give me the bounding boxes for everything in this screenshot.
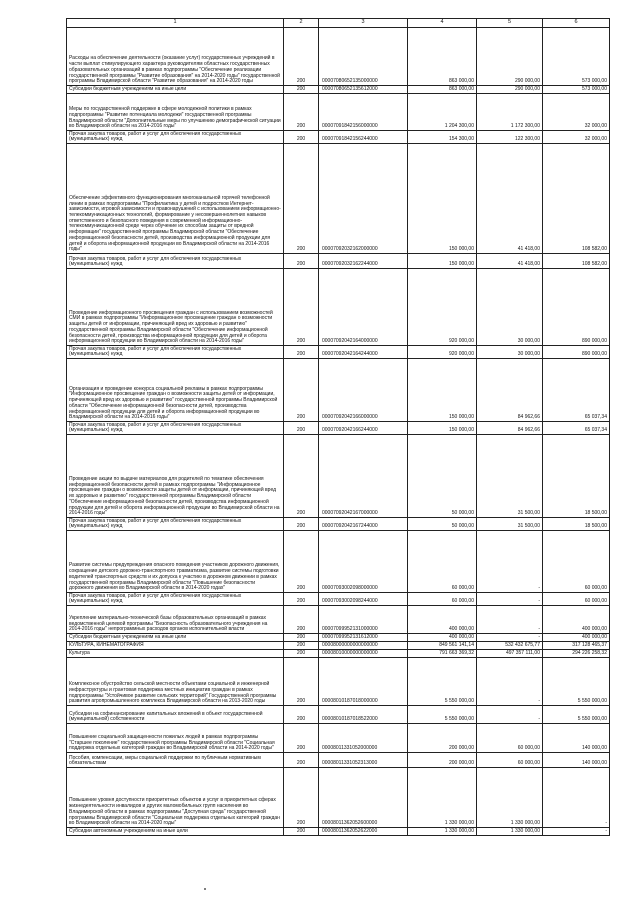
table-row (67, 94, 610, 131)
row-code: 200 (284, 658, 319, 706)
row-description: Культура (67, 650, 284, 658)
row-approved-amount: 50 000,00 (408, 518, 477, 531)
row-code: 200 (284, 254, 319, 269)
row-classification-code: 00008010187018522000 (319, 706, 408, 724)
row-description: Расходы на обеспечение деятельности (оказание услуг) государственных учреждений в части выплат стимулирующего характера руководителям областных государственных образовательных организаций в рамках подпрограммы "Обеспечение реализации государственной программы "Развитие образования" на 2014-2020 годы" государственной программы Владимирской области "Развитие образования" на 2014-2020 годы (67, 28, 284, 86)
row-unexecuted-amount: 18 500,00 (543, 435, 610, 518)
row-approved-amount: 849 561 141,14 (408, 642, 477, 650)
row-unexecuted-amount: 5 550 000,00 (543, 658, 610, 706)
row-executed-amount: 1 330 000,00 (477, 768, 543, 828)
table-row (67, 346, 610, 359)
row-description: Субсидии на софинансирование капитальных вложений в объект государственной (муниципальной) собственности (67, 706, 284, 724)
row-classification-code: 00007092032162000000 (319, 144, 408, 254)
row-classification-code: 00007091842156244000 (319, 131, 408, 144)
row-approved-amount: 60 000,00 (408, 531, 477, 593)
row-code: 200 (284, 435, 319, 518)
row-classification-code: 00007099952131000000 (319, 606, 408, 634)
row-description: Прочая закупка товаров, работ и услуг для обеспечения государственных (муниципальных) нужд (67, 422, 284, 435)
row-description: Прочая закупка товаров, работ и услуг для обеспечения государственных (муниципальных) нужд (67, 593, 284, 606)
row-approved-amount: 150 000,00 (408, 359, 477, 422)
table-row (67, 642, 610, 650)
row-description: Пособия, компенсации, меры социальной поддержки по публичным нормативным обязательствам (67, 753, 284, 768)
table-row (67, 518, 610, 531)
row-classification-code: 00008011362052622000 (319, 828, 408, 836)
row-unexecuted-amount: 108 582,00 (543, 254, 610, 269)
row-classification-code: 00007099952131612000 (319, 634, 408, 642)
row-unexecuted-amount: - (543, 828, 610, 836)
row-classification-code: 00007092042164000000 (319, 269, 408, 346)
row-description: Проведение информационного просвещения граждан с использованием возможностей СМИ в рамках подпрограммы "Информационное просвещение граждан о возможности защиты детей от информации, причиняющей вред их здоровью и развитию" государственной программы Владимирской области "Обеспечение информационной безопасности детей, производства информационной продукции для детей и оборота информационной продукции во Владимирской области на 2014-2016 годы" (67, 269, 284, 346)
row-code: 200 (284, 606, 319, 634)
row-approved-amount: 1 330 000,00 (408, 768, 477, 828)
row-unexecuted-amount: 890 000,00 (543, 269, 610, 346)
row-unexecuted-amount: 140 000,00 (543, 724, 610, 753)
row-code: 200 (284, 359, 319, 422)
row-description: Субсидии бюджетным учреждениям на иные цели (67, 86, 284, 94)
row-code: 200 (284, 269, 319, 346)
table-row (67, 706, 610, 724)
row-unexecuted-amount: 400 000,00 (543, 634, 610, 642)
row-description: Комплексное обустройство сельской местности объектами социальной и инженерной инфраструктуры и грантовая поддержка местных инициатив граждан в рамках подпрограммы "Устойчивое развитие сельских территорий" Государственной программы развития агропромышленного комплекса Владимирской области на 2013-2020 годы (67, 658, 284, 706)
row-description: Прочая закупка товаров, работ и услуг для обеспечения государственных (муниципальных) нужд (67, 131, 284, 144)
row-approved-amount: 150 000,00 (408, 144, 477, 254)
row-unexecuted-amount: 32 000,00 (543, 131, 610, 144)
row-approved-amount: 400 000,00 (408, 634, 477, 642)
row-unexecuted-amount: 140 000,00 (543, 753, 610, 768)
table-row (67, 254, 610, 269)
row-description: Повышение социальной защищенности пожилых людей в рамках подпрограммы "Старшее поколение" государственной программы Владимирской области "Социальная поддержка отдельных категорий граждан во Владимирской области на 2014-2020 годы" (67, 724, 284, 753)
row-executed-amount: 41 418,00 (477, 254, 543, 269)
row-executed-amount: 290 000,00 (477, 86, 543, 94)
row-unexecuted-amount: 18 500,00 (543, 518, 610, 531)
row-description: Прочая закупка товаров, работ и услуг для обеспечения государственных (муниципальных) нужд (67, 346, 284, 359)
row-code: 200 (284, 593, 319, 606)
table-row (67, 828, 610, 836)
row-code: 200 (284, 753, 319, 768)
row-classification-code: 00007092042164244000 (319, 346, 408, 359)
header-col-1: 1 (67, 19, 284, 28)
header-col-5: 5 (477, 19, 543, 28)
row-approved-amount: 920 000,00 (408, 346, 477, 359)
row-description: Прочая закупка товаров, работ и услуг для обеспечения государственных (муниципальных) нужд (67, 518, 284, 531)
row-executed-amount: - (477, 706, 543, 724)
row-approved-amount: 1 330 000,00 (408, 828, 477, 836)
row-classification-code: 00007092032162244000 (319, 254, 408, 269)
table-row (67, 531, 610, 593)
row-code: 200 (284, 642, 319, 650)
row-executed-amount: 31 500,00 (477, 518, 543, 531)
row-unexecuted-amount: 294 226 258,32 (543, 650, 610, 658)
table-row (67, 753, 610, 768)
row-code: 200 (284, 724, 319, 753)
table-row (67, 131, 610, 144)
row-code: 200 (284, 422, 319, 435)
row-description: Меры по государственной поддержке в сфере молодежной политики в рамках подпрограммы "Развитие потенциала молодежи" государственной программы Владимирской области "Дополнительные меры по улучшению демографической ситуации во Владимирской области на 2014-2016 годы" (67, 94, 284, 131)
header-col-4: 4 (408, 19, 477, 28)
row-classification-code: 00008010000000000000 (319, 650, 408, 658)
row-description: Обеспечение эффективного функционирования многоканальной горячей телефонной линии в рамках подпрограммы "Профилактика у детей и подростков Интернет-зависимости, игровой зависимости и правонарушений с использованием информационно-телекоммуникационных технологий, формирование у несовершеннолетних навыков ответственного и безопасного поведения в современной информационно-телекоммуникационной среде через обучение их способам защиты от вредной информации" государственной программы Владимирской области "Обеспечение информационной безопасности детей, производства информационной продукции для детей и оборота информационной продукции во Владимирской области на 2014-2016 годы" (67, 144, 284, 254)
row-classification-code: 00008011362052600000 (319, 768, 408, 828)
table-row (67, 593, 610, 606)
row-classification-code: 00007092042166244000 (319, 422, 408, 435)
row-executed-amount: 497 357 111,00 (477, 650, 543, 658)
row-approved-amount: 60 000,00 (408, 593, 477, 606)
row-classification-code: 00007092042167244000 (319, 518, 408, 531)
header-col-6: 6 (543, 19, 610, 28)
row-unexecuted-amount: 400 000,00 (543, 606, 610, 634)
table-row (67, 422, 610, 435)
row-approved-amount: 920 000,00 (408, 269, 477, 346)
budget-table (66, 18, 610, 836)
row-classification-code: 00007093002098244000 (319, 593, 408, 606)
row-code: 200 (284, 706, 319, 724)
row-approved-amount: 150 000,00 (408, 422, 477, 435)
row-approved-amount: 50 000,00 (408, 435, 477, 518)
row-executed-amount: 290 000,00 (477, 28, 543, 86)
row-unexecuted-amount: 60 000,00 (543, 593, 610, 606)
row-code: 200 (284, 828, 319, 836)
row-executed-amount: 31 500,00 (477, 435, 543, 518)
row-classification-code: 00008011331052313000 (319, 753, 408, 768)
row-executed-amount: - (477, 606, 543, 634)
row-code: 200 (284, 131, 319, 144)
row-unexecuted-amount: 65 037,34 (543, 422, 610, 435)
row-executed-amount: 1 330 000,00 (477, 828, 543, 836)
table-row (67, 86, 610, 94)
row-executed-amount: 60 000,00 (477, 724, 543, 753)
row-executed-amount: 1 172 300,00 (477, 94, 543, 131)
row-executed-amount: 30 000,00 (477, 269, 543, 346)
table-row (67, 359, 610, 422)
row-executed-amount: 30 000,00 (477, 346, 543, 359)
row-executed-amount: 84 962,66 (477, 359, 543, 422)
row-description: Организация и проведение конкурса социальной рекламы в рамках подпрограммы "Информационное просвещение граждан о возможности защиты детей от информации, причиняющей вред их здоровью и развитию" государственной программы Владимирской области "Обеспечение информационной безопасности детей, производства информационной продукции для детей и оборота информационной продукции во Владимирской области на 2014-2016 годы" (67, 359, 284, 422)
row-code: 200 (284, 768, 319, 828)
table-row (67, 28, 610, 86)
row-approved-amount: 5 550 000,00 (408, 706, 477, 724)
table-row (67, 724, 610, 753)
row-executed-amount: 60 000,00 (477, 753, 543, 768)
row-approved-amount: 1 204 300,00 (408, 94, 477, 131)
row-unexecuted-amount: 60 000,00 (543, 531, 610, 593)
row-description: Субсидии автономным учреждениям на иные цели (67, 828, 284, 836)
row-approved-amount: 791 663 369,32 (408, 650, 477, 658)
row-unexecuted-amount: 573 000,00 (543, 28, 610, 86)
row-approved-amount: 150 000,00 (408, 254, 477, 269)
row-approved-amount: 5 550 000,00 (408, 658, 477, 706)
page-dot (204, 888, 206, 890)
row-classification-code: 00007080652135000000 (319, 28, 408, 86)
row-code: 200 (284, 634, 319, 642)
row-executed-amount: 532 432 675,77 (477, 642, 543, 650)
row-code: 200 (284, 86, 319, 94)
row-unexecuted-amount: 65 037,34 (543, 359, 610, 422)
row-executed-amount: - (477, 593, 543, 606)
row-unexecuted-amount: - (543, 768, 610, 828)
row-executed-amount: 41 418,00 (477, 144, 543, 254)
row-code: 200 (284, 28, 319, 86)
row-classification-code: 00007091842156000000 (319, 94, 408, 131)
table-row (67, 606, 610, 634)
row-description: Проведение акции по выдаче материалов для родителей по тематике обеспечения информационной безопасности детей в рамках подпрограммы "Информационное просвещение граждан о возможности защиты детей от информации, причиняющей вред их здоровью и развитию" государственной программы Владимирской области "Обеспечение информационной безопасности детей, производства информационной продукции для детей и оборота информационной продукции во Владимирской области на 2014-2016 годы" (67, 435, 284, 518)
row-unexecuted-amount: 32 000,00 (543, 94, 610, 131)
row-code: 200 (284, 518, 319, 531)
row-unexecuted-amount: 317 128 465,37 (543, 642, 610, 650)
row-description: Прочая закупка товаров, работ и услуг для обеспечения государственных (муниципальных) нужд (67, 254, 284, 269)
row-executed-amount: 84 962,66 (477, 422, 543, 435)
row-code: 200 (284, 531, 319, 593)
table-row (67, 144, 610, 254)
table-row (67, 650, 610, 658)
row-code: 200 (284, 94, 319, 131)
row-description: Субсидии бюджетным учреждениям на иные цели (67, 634, 284, 642)
row-description: КУЛЬТУРА, КИНЕМАТОГРАФИЯ (67, 642, 284, 650)
row-executed-amount: - (477, 634, 543, 642)
row-approved-amount: 200 000,00 (408, 724, 477, 753)
row-executed-amount: 122 300,00 (477, 131, 543, 144)
table-row (67, 768, 610, 828)
row-code: 200 (284, 346, 319, 359)
row-classification-code: 00008010187018000000 (319, 658, 408, 706)
table-row (67, 435, 610, 518)
row-description: Повышение уровня доступности приоритетных объектов и услуг в приоритетных сферах жизнедеятельности инвалидов и других маломобильных групп населения во Владимирской области в рамках подпрограммы "Доступная среда" государственной программы Владимирской области "Социальная поддержка отдельных категорий граждан во Владимирской области на 2014-2020 годы" (67, 768, 284, 828)
row-approved-amount: 200 000,00 (408, 753, 477, 768)
table-row (67, 269, 610, 346)
row-description: Развитие системы предупреждения опасного поведения участников дорожного движения, сокращение детского дорожно-транспортного травматизма, развитие системы подготовки водителей транспортных средств и их допуска к участию в дорожном движении в рамках государственной программы Владимирской области "Повышение безопасности дорожного движения во Владимирской области в 2014-2020 годах" (67, 531, 284, 593)
row-unexecuted-amount: 5 550 000,00 (543, 706, 610, 724)
row-approved-amount: 400 000,00 (408, 606, 477, 634)
row-unexecuted-amount: 890 000,00 (543, 346, 610, 359)
row-executed-amount: - (477, 658, 543, 706)
table-row (67, 658, 610, 706)
row-classification-code: 00007092042166000000 (319, 359, 408, 422)
row-executed-amount: - (477, 531, 543, 593)
row-approved-amount: 154 300,00 (408, 131, 477, 144)
row-unexecuted-amount: 573 000,00 (543, 86, 610, 94)
row-classification-code: 00008011331052000000 (319, 724, 408, 753)
header-row (67, 19, 610, 28)
row-code: 200 (284, 144, 319, 254)
row-classification-code: 00008000000000000000 (319, 642, 408, 650)
row-classification-code: 00007093002098000000 (319, 531, 408, 593)
row-classification-code: 00007080652135612000 (319, 86, 408, 94)
row-unexecuted-amount: 108 582,00 (543, 144, 610, 254)
row-code: 200 (284, 650, 319, 658)
table-row (67, 634, 610, 642)
row-classification-code: 00007092042167000000 (319, 435, 408, 518)
row-approved-amount: 863 000,00 (408, 86, 477, 94)
header-col-2: 2 (284, 19, 319, 28)
row-approved-amount: 863 000,00 (408, 28, 477, 86)
row-description: Укрепление материально-технической базы образовательных организаций в рамках ведомственной целевой программы "Безопасность образовательного учреждения на 2014-2016 годы" непрограммных расходов органов исполнительной власти (67, 606, 284, 634)
header-col-3: 3 (319, 19, 408, 28)
